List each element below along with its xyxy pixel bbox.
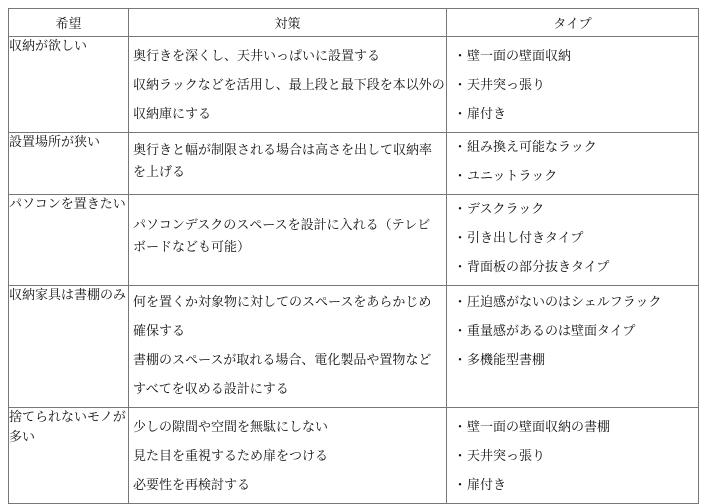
measure-line: 必要性を再検討する: [133, 478, 251, 493]
bullet: ・: [453, 140, 467, 155]
want-cell: 収納が欲しい: [9, 37, 129, 133]
type-cell: [447, 37, 699, 133]
type-item: ・ユニットラック: [451, 162, 695, 191]
measure-line: 収納ラックなどを活用し、最上段と最下段を本以外の: [133, 78, 445, 93]
measure-line: 奥行きを深くし、天井いっぱいに設置する: [133, 49, 381, 64]
bullet: ・: [453, 78, 467, 93]
measure-line: 書棚のスペースが取れる場合、電化製品や置物など: [133, 353, 432, 368]
type-cell: [447, 408, 699, 504]
want-cell: 捨てられないモノが多い: [9, 408, 129, 504]
measure-cell: [129, 37, 447, 133]
table-row: [9, 408, 699, 504]
bullet: ・: [453, 202, 467, 217]
bullet: ・: [453, 260, 467, 275]
type-item: ・多機能型書棚: [451, 346, 695, 375]
header-type: タイプ: [447, 9, 699, 37]
measure-line: 奥行きと幅が制限される場合は高さを出して収納率を上げる: [133, 143, 433, 180]
type-item: ・組み換え可能なラック: [451, 133, 695, 162]
type-item: ・天井突っ張り: [451, 71, 695, 100]
type-item: ・壁一面の壁面収納の書棚: [451, 413, 695, 442]
measure-line: すべてを収める設計にする: [133, 382, 289, 397]
measure-line: 何を置くか対象物に対してのスペースをあらかじめ: [133, 295, 432, 310]
measure-cell: [129, 133, 447, 195]
measure-cell: [129, 286, 447, 408]
measure-line: 少しの隙間や空間を無駄にしない: [133, 420, 329, 435]
bullet: ・: [453, 169, 467, 184]
measure-line: パソコンデスクのスペースを設計に入れる（テレビボードなども可能）: [133, 218, 431, 255]
bullet: ・: [453, 49, 467, 64]
type-item: ・デスクラック: [451, 195, 695, 224]
wish-measure-table: [8, 8, 699, 504]
want-cell: 収納家具は書棚のみ: [9, 286, 129, 408]
measure-line: 見た目を重視するため扉をつける: [133, 449, 329, 464]
type-item: ・天井突っ張り: [451, 442, 695, 471]
bullet: ・: [453, 420, 467, 435]
table-row: [9, 286, 699, 408]
bullet: ・: [453, 295, 467, 310]
measure-cell: [129, 195, 447, 286]
bullet: ・: [453, 324, 467, 339]
type-item: ・壁一面の壁面収納: [451, 42, 695, 71]
type-item: ・背面板の部分抜きタイプ: [451, 253, 695, 282]
table-row: [9, 133, 699, 195]
type-item: ・扉付き: [451, 100, 695, 129]
bullet: ・: [453, 107, 467, 122]
want-cell: 設置場所が狭い: [9, 133, 129, 195]
table-row: [9, 37, 699, 133]
header-want: 希望: [9, 9, 129, 37]
header-row: [9, 9, 699, 37]
type-item: ・重量感があるのは壁面タイプ: [451, 317, 695, 346]
want-cell: パソコンを置きたい: [9, 195, 129, 286]
measure-cell: [129, 408, 447, 504]
bullet: ・: [453, 353, 467, 368]
measure-line: 確保する: [133, 324, 186, 339]
type-item: ・引き出し付きタイプ: [451, 224, 695, 253]
bullet: ・: [453, 449, 467, 464]
type-cell: [447, 133, 699, 195]
bullet: ・: [453, 231, 467, 246]
header-measure: 対策: [129, 9, 447, 37]
table-row: [9, 195, 699, 286]
bullet: ・: [453, 478, 467, 493]
type-cell: [447, 286, 699, 408]
type-cell: [447, 195, 699, 286]
type-item: ・圧迫感がないのはシェルフラック: [451, 288, 695, 317]
measure-line: 収納庫にする: [133, 107, 212, 122]
type-item: ・扉付き: [451, 471, 695, 500]
